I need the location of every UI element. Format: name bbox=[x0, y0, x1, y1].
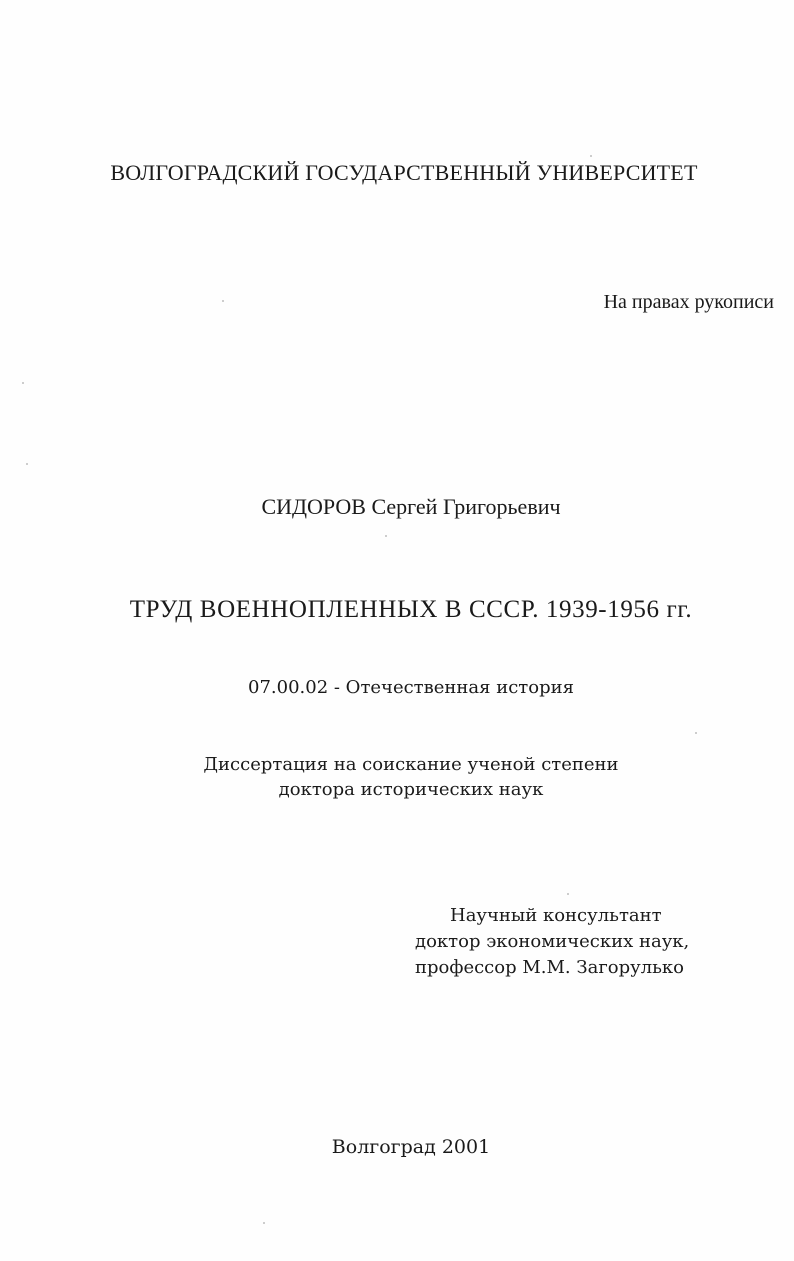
manuscript-rights-note: На правах рукописи bbox=[603, 291, 774, 313]
scan-speck bbox=[385, 535, 387, 537]
degree-line-1: Диссертация на соискание ученой степени bbox=[203, 754, 619, 775]
scan-speck bbox=[695, 732, 697, 734]
scan-speck bbox=[22, 382, 24, 384]
university-name: ВОЛГОГРАДСКИЙ ГОСУДАРСТВЕННЫЙ УНИВЕРСИТЕТ bbox=[110, 160, 698, 185]
specialty-code: 07.00.02 - Отечественная история bbox=[248, 677, 574, 698]
scan-speck bbox=[590, 155, 592, 157]
dissertation-title: ТРУД ВОЕННОПЛЕННЫХ В СССР. 1939-1956 гг. bbox=[129, 596, 693, 623]
degree-line-2: доктора исторических наук bbox=[278, 779, 544, 800]
place-and-year: Волгоград 2001 bbox=[331, 1136, 491, 1158]
advisor-role: Научный консультант bbox=[450, 905, 662, 926]
scan-speck bbox=[26, 463, 28, 465]
scan-speck bbox=[222, 300, 224, 302]
scan-speck bbox=[567, 893, 569, 895]
scan-speck bbox=[263, 1222, 265, 1224]
author-name: СИДОРОВ Сергей Григорьевич bbox=[261, 494, 561, 519]
advisor-name: профессор М.М. Загорулько bbox=[415, 957, 685, 978]
advisor-degree: доктор экономических наук, bbox=[415, 931, 690, 952]
